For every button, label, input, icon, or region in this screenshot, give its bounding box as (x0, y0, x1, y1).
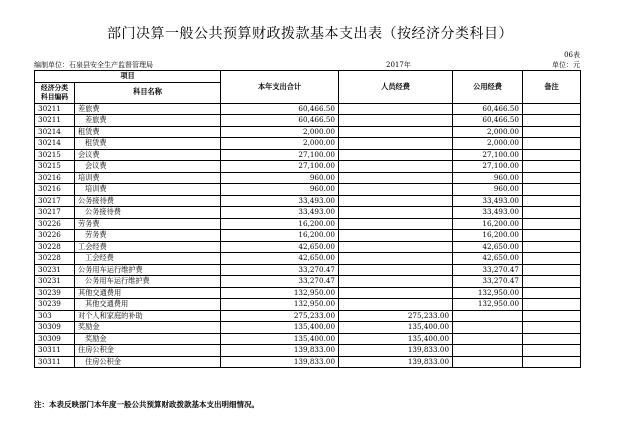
cell-total: 2,000.00 (221, 126, 339, 138)
table-row (35, 184, 581, 196)
cell-public: 960.00 (453, 172, 523, 184)
cell-name: 租赁费 (75, 138, 221, 150)
table-row (35, 253, 581, 265)
cell-personnel (339, 218, 453, 230)
cell-personnel (339, 149, 453, 161)
cell-public: 33,270.47 (453, 276, 523, 288)
cell-remark (523, 184, 581, 196)
cell-total: 132,950.00 (221, 287, 339, 299)
cell-public (453, 345, 523, 357)
cell-remark (523, 356, 581, 368)
cell-name: 住房公积金 (75, 345, 221, 357)
cell-name: 其他交通费用 (75, 299, 221, 311)
cell-public: 42,650.00 (453, 253, 523, 265)
cell-name: 工会经费 (75, 241, 221, 253)
cell-public: 60,466.50 (453, 115, 523, 127)
cell-name: 培训费 (75, 172, 221, 184)
cell-code: 30309 (35, 322, 75, 334)
table-row (35, 230, 581, 242)
cell-code: 30211 (35, 103, 75, 115)
cell-name: 公务用车运行维护费 (75, 264, 221, 276)
cell-personnel (339, 161, 453, 173)
table-row (35, 299, 581, 311)
cell-code: 30215 (35, 149, 75, 161)
cell-remark (523, 149, 581, 161)
cell-total: 42,650.00 (221, 241, 339, 253)
cell-code: 30217 (35, 195, 75, 207)
table-row (35, 103, 581, 115)
header-total: 本年支出合计 (221, 71, 339, 104)
cell-code: 30211 (35, 115, 75, 127)
cell-personnel (339, 230, 453, 242)
cell-total: 135,400.00 (221, 333, 339, 345)
cell-personnel (339, 195, 453, 207)
cell-remark (523, 287, 581, 299)
cell-public (453, 356, 523, 368)
table-row (35, 356, 581, 368)
cell-remark (523, 322, 581, 334)
cell-code: 30311 (35, 356, 75, 368)
cell-public: 960.00 (453, 184, 523, 196)
cell-code: 30214 (35, 138, 75, 150)
table-row (35, 195, 581, 207)
cell-personnel (339, 287, 453, 299)
cell-name: 会议费 (75, 149, 221, 161)
cell-total: 42,650.00 (221, 253, 339, 265)
cell-personnel: 275,233.00 (339, 310, 453, 322)
cell-remark (523, 138, 581, 150)
compiler-unit: 编制单位：石泉县安全生产监督管理局 (34, 61, 153, 69)
table-row (35, 264, 581, 276)
cell-total: 139,833.00 (221, 356, 339, 368)
cell-personnel (339, 103, 453, 115)
cell-name: 劳务费 (75, 218, 221, 230)
header-name: 科目名称 (75, 82, 221, 103)
cell-personnel (339, 253, 453, 265)
cell-remark (523, 345, 581, 357)
footnote: 注：本表反映部门本年度一般公共预算财政拨款基本支出明细情况。 (34, 400, 259, 409)
cell-name: 会议费 (75, 161, 221, 173)
cell-remark (523, 299, 581, 311)
cell-public (453, 310, 523, 322)
cell-personnel (339, 126, 453, 138)
cell-remark (523, 264, 581, 276)
cell-public: 42,650.00 (453, 241, 523, 253)
table-row (35, 126, 581, 138)
header-public: 公用经费 (453, 71, 523, 104)
cell-personnel (339, 172, 453, 184)
cell-code: 30216 (35, 184, 75, 196)
cell-name: 其他交通费用 (75, 287, 221, 299)
cell-remark (523, 253, 581, 265)
cell-total: 275,233.00 (221, 310, 339, 322)
cell-public: 16,200.00 (453, 218, 523, 230)
cell-total: 27,100.00 (221, 161, 339, 173)
cell-public: 132,950.00 (453, 287, 523, 299)
cell-code: 30226 (35, 230, 75, 242)
cell-total: 135,400.00 (221, 322, 339, 334)
cell-total: 33,270.47 (221, 276, 339, 288)
cell-code: 30309 (35, 333, 75, 345)
cell-personnel: 135,400.00 (339, 322, 453, 334)
table-row (35, 241, 581, 253)
cell-remark (523, 333, 581, 345)
table-body (35, 103, 581, 368)
cell-total: 132,950.00 (221, 299, 339, 311)
cell-remark (523, 241, 581, 253)
cell-public: 2,000.00 (453, 138, 523, 150)
table-row (35, 149, 581, 161)
header-item: 项目 (35, 71, 221, 83)
table-row (35, 161, 581, 173)
table-row (35, 287, 581, 299)
cell-name: 对个人和家庭的补助 (75, 310, 221, 322)
cell-name: 奖励金 (75, 333, 221, 345)
budget-table (34, 70, 581, 368)
cell-name: 劳务费 (75, 230, 221, 242)
cell-total: 2,000.00 (221, 138, 339, 150)
cell-public: 60,466.50 (453, 103, 523, 115)
cell-name: 工会经费 (75, 253, 221, 265)
cell-public: 16,200.00 (453, 230, 523, 242)
cell-public (453, 333, 523, 345)
cell-code: 30215 (35, 161, 75, 173)
cell-code: 30228 (35, 253, 75, 265)
cell-remark (523, 103, 581, 115)
cell-code: 30228 (35, 241, 75, 253)
cell-personnel: 139,833.00 (339, 356, 453, 368)
cell-name: 培训费 (75, 184, 221, 196)
table-row (35, 138, 581, 150)
cell-name: 公务用车运行维护费 (75, 276, 221, 288)
cell-total: 33,270.47 (221, 264, 339, 276)
cell-remark (523, 115, 581, 127)
cell-code: 30217 (35, 207, 75, 219)
cell-public: 2,000.00 (453, 126, 523, 138)
cell-total: 33,493.00 (221, 195, 339, 207)
cell-personnel (339, 138, 453, 150)
cell-public: 132,950.00 (453, 299, 523, 311)
cell-remark (523, 310, 581, 322)
cell-personnel: 135,400.00 (339, 333, 453, 345)
cell-code: 30216 (35, 172, 75, 184)
cell-public: 33,493.00 (453, 207, 523, 219)
cell-total: 60,466.50 (221, 115, 339, 127)
table-row (35, 322, 581, 334)
table-row (35, 333, 581, 345)
cell-public: 27,100.00 (453, 149, 523, 161)
cell-name: 差旅费 (75, 115, 221, 127)
header-code: 经济分类科目编码 (35, 82, 75, 103)
header-personnel: 人员经费 (339, 71, 453, 104)
cell-code: 30239 (35, 287, 75, 299)
table-row (35, 115, 581, 127)
cell-code: 30311 (35, 345, 75, 357)
cell-public: 33,270.47 (453, 264, 523, 276)
cell-public: 33,493.00 (453, 195, 523, 207)
cell-remark (523, 172, 581, 184)
cell-total: 960.00 (221, 184, 339, 196)
cell-code: 30231 (35, 264, 75, 276)
table-row (35, 345, 581, 357)
cell-remark (523, 276, 581, 288)
cell-total: 960.00 (221, 172, 339, 184)
money-unit: 单位：元 (552, 61, 580, 69)
cell-remark (523, 230, 581, 242)
cell-code: 30231 (35, 276, 75, 288)
cell-total: 139,833.00 (221, 345, 339, 357)
table-row (35, 207, 581, 219)
cell-total: 33,493.00 (221, 207, 339, 219)
table-row (35, 310, 581, 322)
cell-public: 27,100.00 (453, 161, 523, 173)
cell-personnel (339, 207, 453, 219)
cell-personnel (339, 264, 453, 276)
cell-total: 16,200.00 (221, 230, 339, 242)
cell-personnel (339, 276, 453, 288)
cell-total: 16,200.00 (221, 218, 339, 230)
table-row (35, 218, 581, 230)
table-row (35, 276, 581, 288)
cell-name: 租赁费 (75, 126, 221, 138)
cell-name: 公务接待费 (75, 207, 221, 219)
table-number: 06表 (564, 51, 580, 59)
cell-code: 30226 (35, 218, 75, 230)
cell-remark (523, 207, 581, 219)
cell-name: 奖励金 (75, 322, 221, 334)
report-year: 2017年 (386, 61, 411, 69)
table-row (35, 172, 581, 184)
cell-personnel (339, 184, 453, 196)
cell-name: 公务接待费 (75, 195, 221, 207)
cell-code: 303 (35, 310, 75, 322)
cell-remark (523, 126, 581, 138)
cell-public (453, 322, 523, 334)
cell-personnel (339, 115, 453, 127)
cell-remark (523, 218, 581, 230)
report-title: 部门决算一般公共预算财政拨款基本支出表（按经济分类科目） (107, 26, 513, 42)
cell-remark (523, 195, 581, 207)
cell-code: 30214 (35, 126, 75, 138)
cell-personnel (339, 241, 453, 253)
cell-name: 住房公积金 (75, 356, 221, 368)
cell-total: 27,100.00 (221, 149, 339, 161)
cell-total: 60,466.50 (221, 103, 339, 115)
cell-personnel (339, 299, 453, 311)
header-note: 备注 (523, 71, 581, 104)
cell-name: 差旅费 (75, 103, 221, 115)
cell-code: 30239 (35, 299, 75, 311)
cell-personnel: 139,833.00 (339, 345, 453, 357)
meta-row (34, 60, 580, 69)
cell-remark (523, 161, 581, 173)
